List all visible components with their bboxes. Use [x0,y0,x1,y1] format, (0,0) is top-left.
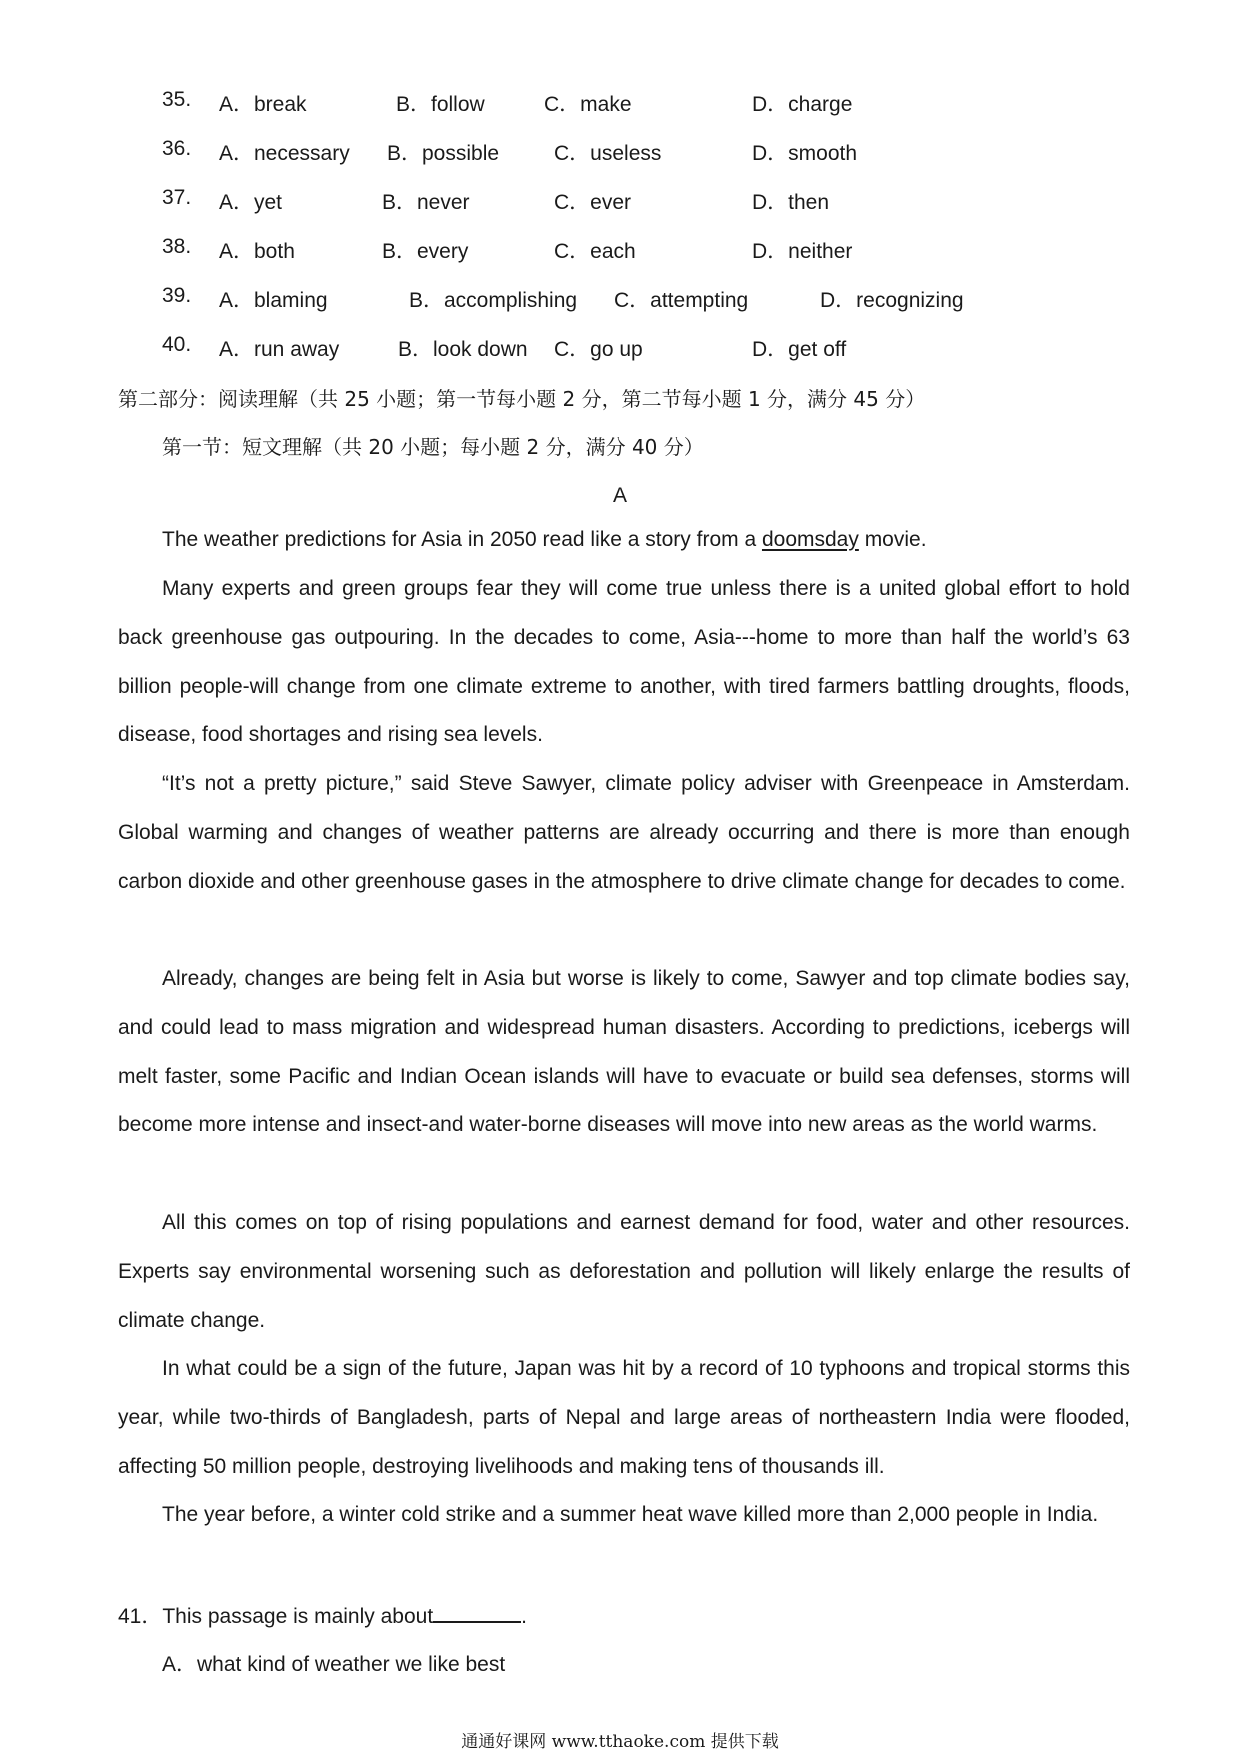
option-b: B．possible [387,142,500,165]
option-a: A．necessary [219,142,350,165]
option-c: C．go up [554,338,643,361]
passage-paragraph-1 [118,516,1130,565]
option-b: B．never [382,191,470,214]
option-a: A．blaming [219,289,328,312]
option-a: A．yet [219,191,283,214]
question-number: 37. [162,186,192,209]
option-c: C．ever [554,191,632,214]
section1-heading: 第一节：短文理解（共 20 小题；每小题 2 分，满分 40 分） [162,435,704,459]
question-number: 39. [162,284,192,307]
option-d: D．neither [752,240,853,263]
passage-paragraph-7: The year before, a winter cold strike and a summer heat wave killed more than 2,000 people in India. [162,1503,1099,1526]
option-c: C．useless [554,142,662,165]
passage-paragraph-3: “It’s not a pretty picture,” said Steve Sawyer, climate policy adviser with Greenpeace in Amsterdam. Global warming and changes of weather patterns are already occurring and there is more than enough carbon dioxide and other greenhouse gases in the atmosphere to drive climate change for decades to come. [118,772,1130,893]
underlined-word: doomsday [761,528,859,551]
question-number: 38. [162,235,192,258]
option-c: C．make [544,93,632,116]
question-41-option-a: A．what kind of weather we like best [162,1653,506,1676]
question-stem: 41．This passage is mainly about [118,1605,434,1628]
option-a: A．break [219,93,307,116]
option-d: D．charge [752,93,853,116]
passage-paragraph-6: In what could be a sign of the future, Japan was hit by a record of 10 typhoons and tropical storms this year, while two-thirds of Bangladesh, parts of Nepal and large areas of northeastern India were flooded, affecting 50 million people, destroying livelihoods and making tens of thousands ill. [118,1357,1130,1478]
option-d: D．then [752,191,830,214]
option-d: D．get off [752,338,847,361]
passage-paragraph-5: All this comes on top of rising populations and earnest demand for food, water and other resources. Experts say environmental worsening such as deforestation and pollution will likely enlarge the results of climate change. [118,1211,1130,1332]
option-b: B．accomplishing [409,289,578,312]
part2-heading: 第二部分：阅读理解（共 25 小题；第一节每小题 2 分，第二节每小题 1 分，满分 45 分） [118,387,926,411]
passage-paragraph-2: Many experts and green groups fear they will come true unless there is a united global effort to hold back greenhouse gas outpouring. In the decades to come, Asia---home to more than half the world’s 63 billion people-will change from one climate extreme to another, with tired farmers battling droughts, floods, disease, food shortages and rising sea levels. [118,577,1130,747]
answer-blank [433,1603,521,1623]
option-a: A．run away [219,338,340,361]
passage-paragraph-4: Already, changes are being felt in Asia but worse is likely to come, Sawyer and top climate bodies say, and could lead to mass migration and widespread human disasters. According to predictions, icebergs will melt faster, some Pacific and Indian Ocean islands will have to evacuate or build sea defenses, storms will become more intense and insect-and water-borne diseases will move into new areas as the world warms. [118,967,1130,1137]
option-b: B．follow [396,93,485,116]
option-c: C．attempting [614,289,749,312]
option-d: D．recognizing [820,289,964,312]
question-number: 40. [162,333,192,356]
question-41 [118,1600,527,1630]
p1-text-before: The weather predictions for Asia in 2050 read like a story from a [162,528,762,551]
option-b: B．look down [398,338,528,361]
passage-label: A [612,484,627,507]
question-number: 35. [162,88,192,111]
option-d: D．smooth [752,142,858,165]
question-end: . [521,1605,528,1628]
footer: 通通好课网 www.tthaoke.com 提供下载 [461,1732,779,1752]
option-a: A．both [219,240,295,263]
option-b: B．every [382,240,469,263]
p1-text-after: movie. [858,528,927,551]
option-c: C．each [554,240,636,263]
question-number: 36. [162,137,192,160]
